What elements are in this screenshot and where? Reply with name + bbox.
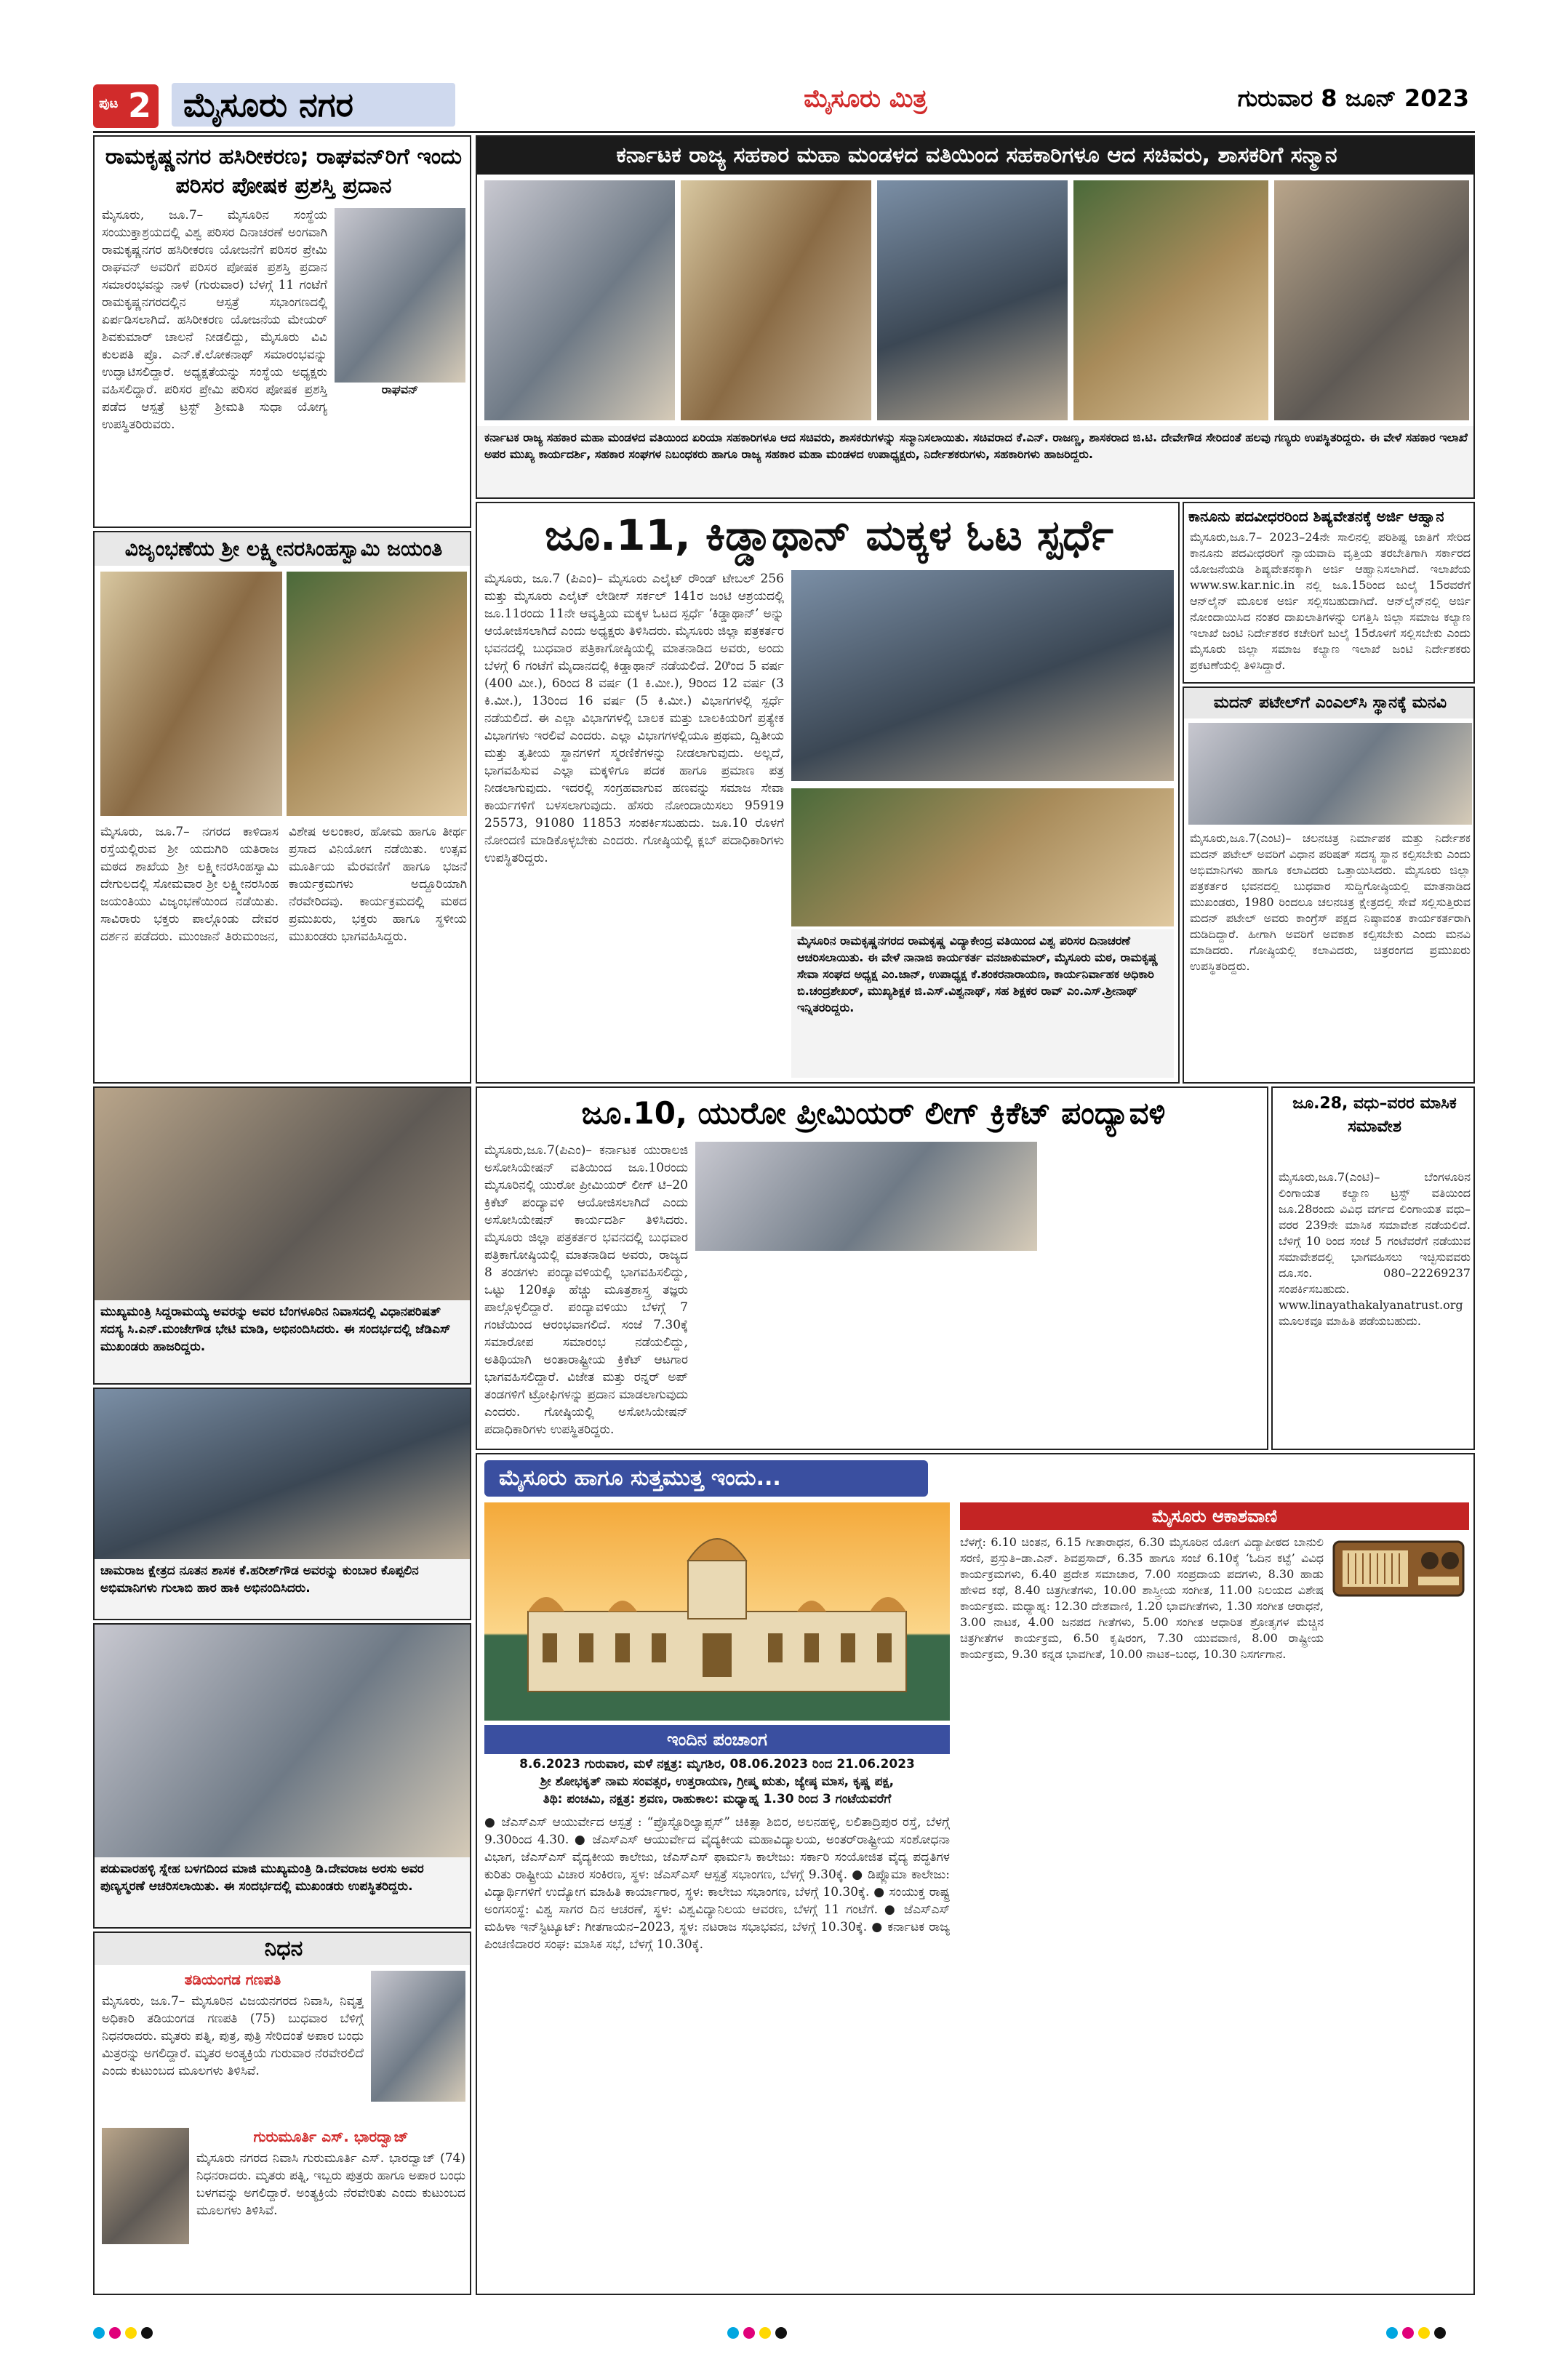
law-body: ಮೈಸೂರು,ಜೂ.7– 2023–24ನೇ ಸಾಲಿನಲ್ಲಿ ಪರಿಶಿಷ್ಟ ಜಾತಿಗೆ ಸೇರಿದ ಕಾನೂನು ಪದವೀಧರರಿಗೆ ನ್ಯಾಯವಾದಿ ವೃತ್ತಿಯ ತರಬೇತಿಗಾಗಿ ಸರ್ಕಾರದ ಯೋಜನೆಯಡಿ ಶಿಷ್ಯವೇತನಕ್ಕಾಗಿ ಅರ್ಜಿ ಆಹ್ವಾನಿಸಲಾಗಿದೆ. ಇಲಾಖೆಯ www.sw.kar.nic.in ನಲ್ಲಿ ಜೂ.15ರಿಂದ ಜುಲೈ 15ರವರೆಗೆ ಆನ್‌ಲೈನ್ ಮೂಲಕ ಅರ್ಜಿ ಸಲ್ಲಿಸಬಹುದಾಗಿದೆ. ಆನ್‌ಲೈನ್‌ನಲ್ಲಿ ಅರ್ಜಿ ನೋಂದಾಯಿಸಿದ ನಂತರ ದಾಖಲಾತಿಗಳನ್ನು ಲಗತ್ತಿಸಿ ಜಿಲ್ಲಾ ಸಮಾಜ ಕಲ್ಯಾಣ ಇಲಾಖೆ ಜಂಟಿ ನಿರ್ದೇಶಕರ ಕಚೇರಿಗೆ ಜುಲೈ 15ರೊಳಗೆ ಸಲ್ಲಿಸಬೇಕು ಎಂದು ಮೈಸೂರು ಜಿಲ್ಲಾ ಸಮಾಜ ಕಲ್ಯಾಣ ಇಲಾಖೆ ಜಂಟಿ ನಿರ್ದೇಶಕರು ಪ್ರಕಟಣೆಯಲ್ಲಿ ತಿಳಿಸಿದ್ದಾರೆ. [1190, 530, 1471, 672]
obituary-name-1: ತಡಿಯಂಗಡ ಗಣಪತಿ [184, 1971, 281, 1988]
samavesha-story [1271, 1086, 1475, 1450]
paper-name: ಮೈಸೂರು ಮಿತ್ರ [804, 84, 927, 113]
story-jayanthi [93, 531, 471, 1084]
cricket-headline: ಜೂ.10, ಯುರೋ ಪ್ರೀಮಿಯರ್ ಲೀಗ್ ಕ್ರಿಕೆಟ್ ಪಂದ್ಯಾವಳಿ [581, 1095, 1166, 1131]
lead-caption: ಕರ್ನಾಟಕ ರಾಜ್ಯ ಸಹಕಾರ ಮಹಾ ಮಂಡಳದ ವತಿಯಿಂದ ಏರಿಯಾ ಸಹಕಾರಿಗಳೂ ಆದ ಸಚಿವರು, ಶಾಸಕರುಗಳನ್ನು ಸನ್ಮಾನಿಸಲಾಯಿತು. ಸಚಿವರಾದ ಕೆ.ಎನ್. ರಾಜಣ್ಣ, ಶಾಸಕರಾದ ಜಿ.ಟಿ. ದೇವೇಗೌಡ ಸೇರಿದಂತೆ ಹಲವು ಗಣ್ಯರು ಉಪಸ್ಥಿತರಿದ್ದರು. ಈ ವೇಳೆ ಸಹಕಾರ ಇಲಾಖೆ ಅಪರ ಮುಖ್ಯ ಕಾರ್ಯದರ್ಶಿ, ಸಹಕಾರ ಸಂಘಗಳ ನಿಬಂಧಕರು ಹಾಗೂ ರಾಜ್ಯ ಸಹಕಾರ ಮಹಾ ಮಂಡಳದ ಉಪಾಧ್ಯಕ್ಷರು, ನಿರ್ದೇಶಕರುಗಳು, ಸಹಕಾರಿಗಳು ಹಾಜರಿದ್ದರು. [477, 426, 1475, 499]
mlc-headline: ಮದನ್ ಪಟೇಲ್‌ಗೆ ಎಂಎಲ್‌ಸಿ ಸ್ಥಾನಕ್ಕೆ ಮನವಿ [1184, 688, 1475, 718]
lead-headline: ಕರ್ನಾಟಕ ರಾಜ್ಯ ಸಹಕಾರ ಮಹಾ ಮಂಡಳದ ವತಿಯಿಂದ ಸಹಕಾರಿಗಳೂ ಆದ ಸಚಿವರು, ಶಾಸಕರಿಗೆ ಸನ್ಮಾನ [477, 137, 1475, 175]
photo-garland-block [93, 1388, 471, 1620]
section-title: ಮೈಸೂರು ನಗರ [172, 83, 455, 127]
kidathon-story [476, 502, 1180, 1084]
registration-marks-right [1386, 2327, 1532, 2342]
samavesha-body: ಮೈಸೂರು,ಜೂ.7(ಎಂಟಿ)– ಬೆಂಗಳೂರಿನ ಲಿಂಗಾಯತ ಕಲ್ಯಾಣ ಟ್ರಸ್ಟ್ ವತಿಯಿಂದ ಜೂ.28ರಂದು ವಿವಿಧ ವರ್ಗದ ಲಿಂಗಾಯತ ವಧು–ವರರ 239ನೇ ಮಾಸಿಕ ಸಮಾವೇಶ ನಡೆಯಲಿದೆ. ಬೆಳಿಗ್ಗೆ 10 ರಿಂದ ಸಂಜೆ 5 ಗಂಟೆವರೆಗೆ ನಡೆಯುವ ಸಮಾವೇಶದಲ್ಲಿ ಭಾಗವಹಿಸಲು ಇಚ್ಛಿಸುವವರು ದೂ.ಸಂ. 080–22269237 ಸಂಪರ್ಕಿಸಬಹುದು. www.linayathakalyanatrust.org ಮೂಲಕವೂ ಮಾಹಿತಿ ಪಡೆಯಬಹುದು. [1279, 1170, 1471, 1328]
story-award-headline: ರಾಮಕೃಷ್ಣನಗರ ಹಸಿರೀಕರಣ; ರಾಘವನ್‌ರಿಗೆ ಇಂದು ಪರಿಸರ ಪೋಷಕ ಪ್ರಶಸ್ತಿ ಪ್ರದಾನ [105, 144, 463, 199]
lead-photo-1 [484, 180, 675, 420]
radio-title: ಮೈಸೂರು ಆಕಾಶವಾಣಿ [960, 1502, 1469, 1530]
story-jayanthi-headline: ವಿಜೃಂಭಣೆಯ ಶ್ರೀ ಲಕ್ಷ್ಮೀನರಸಿಂಹಸ್ವಾಮಿ ಜಯಂತಿ [95, 532, 471, 566]
radio-icon [1331, 1534, 1466, 1600]
today-section [476, 1453, 1475, 2295]
plant-caption: ಮೈಸೂರಿನ ರಾಮಕೃಷ್ಣನಗರದ ರಾಮಕೃಷ್ಣ ವಿದ್ಯಾಕೇಂದ್ರ ವತಿಯಿಂದ ವಿಶ್ವ ಪರಿಸರ ದಿನಾಚರಣೆ ಆಚರಿಸಲಾಯಿತು. ಈ ವೇಳೆ ನಾನಾಜಿ ಕಾರ್ಯಕರ್ತ ವನಜಾಕುಮಾರ್, ಮೈಸೂರು ಮಠ, ರಾಮಕೃಷ್ಣ ಸೇವಾ ಸಂಘದ ಅಧ್ಯಕ್ಷ ಎಂ.ಜಾನ್, ಉಪಾಧ್ಯಕ್ಷ ಕೆ.ಶಂಕರನಾರಾಯಣ, ಕಾರ್ಯನಿರ್ವಾಹಕ ಅಧಿಕಾರಿ ಬಿ.ಚಂದ್ರಶೇಖರ್, ಮುಖ್ಯಶಿಕ್ಷಕ ಜಿ.ಎಸ್.ವಿಶ್ವನಾಥ್, ಸಹ ಶಿಕ್ಷಕರ ರಾವ್ ಎಂ.ಎಸ್.ಶ್ರೀನಾಥ್ ಇನ್ನಿತರರಿದ್ದರು. [791, 929, 1174, 1078]
cricket-body-right [1044, 1142, 1263, 1446]
photo-cm [95, 1088, 471, 1300]
obituary-text-2: ಮೈಸೂರು ನಗರದ ನಿವಾಸಿ ಗುರುಮೂರ್ತಿ ಎಸ್. ಭಾರದ್ವಾಜ್ (74) ನಿಧನರಾದರು. ಮೃತರು ಪತ್ನಿ, ಇಬ್ಬರು ಪುತ್ರರು ಹಾಗೂ ಅಪಾರ ಬಂಧು ಬಳಗವನ್ನು ಅಗಲಿದ್ದಾರೆ. ಅಂತ್ಯಕ್ರಿಯೆ ನೆರವೇರಿತು ಎಂದು ಕುಟುಂಬದ ಮೂಲಗಳು ತಿಳಿಸಿವೆ. [196, 2151, 465, 2218]
mlc-body: ಮೈಸೂರು,ಜೂ.7(ಎಂಟಿ)– ಚಲನಚಿತ್ರ ನಿರ್ಮಾಪಕ ಮತ್ತು ನಿರ್ದೇಶಕ ಮದನ್ ಪಟೇಲ್ ಅವರಿಗೆ ವಿಧಾನ ಪರಿಷತ್ ಸದಸ್ಯ ಸ್ಥಾನ ಕಲ್ಪಿಸಬೇಕು ಎಂದು ಅಭಿಮಾನಿಗಳು ಹಾಗೂ ಕಲಾವಿದರು ಒತ್ತಾಯಿಸಿದರು. ಮೈಸೂರು ಜಿಲ್ಲಾ ಪತ್ರಕರ್ತರ ಭವನದಲ್ಲಿ ಬುಧವಾರ ಸುದ್ದಿಗೋಷ್ಠಿಯಲ್ಲಿ ಮಾತನಾಡಿದ ಮುಖಂಡರು, 1980 ರಿಂದಲೂ ಚಲನಚಿತ್ರ ಕ್ಷೇತ್ರದಲ್ಲಿ ಸೇವೆ ಸಲ್ಲಿಸುತ್ತಿರುವ ಮದನ್ ಪಟೇಲ್ ಅವರು ಕಾಂಗ್ರೆಸ್ ಪಕ್ಷದ ನಿಷ್ಠಾವಂತ ಕಾರ್ಯಕರ್ತರಾಗಿ ದುಡಿದಿದ್ದಾರೆ. ಹೀಗಾಗಿ ಅವರಿಗೆ ಅವಕಾಶ ಕಲ್ಪಿಸಬೇಕು ಎಂದು ಮನವಿ ಮಾಡಿದರು. ಗೋಷ್ಠಿಯಲ್ಲಿ ಕಲಾವಿದರು, ಚಿತ್ರರಂಗದ ಪ್ರಮುಖರು ಉಪಸ್ಥಿತರಿದ್ದರು. [1190, 831, 1471, 973]
story-award-body-cont [335, 401, 465, 522]
obituary-name-2: ಗುರುಮೂರ್ತಿ ಎಸ್. ಭಾರದ್ವಾಜ್ [253, 2128, 409, 2145]
samavesha-headline: ಜೂ.28, ವಧು–ವರರ ಮಾಸಿಕ ಸಮಾವೇಶ [1292, 1094, 1457, 1136]
today-banner: ಮೈಸೂರು ಹಾಗೂ ಸುತ್ತಮುತ್ತ ಇಂದು... [484, 1460, 928, 1497]
story-jayanthi-body: ಮೈಸೂರು, ಜೂ.7– ನಗರದ ಕಾಳಿದಾಸ ರಸ್ತೆಯಲ್ಲಿರುವ ಶ್ರೀ ಯದುಗಿರಿ ಯತಿರಾಜ ಮಠದ ಶಾಖೆಯ ಶ್ರೀ ಲಕ್ಷ್ಮೀನರಸಿಂಹಸ್ವಾಮಿ ದೇಗುಲದಲ್ಲಿ ಸೋಮವಾರ ಶ್ರೀ ಲಕ್ಷ್ಮೀನರಸಿಂಹ ಜಯಂತಿಯು ವಿಜೃಂಭಣೆಯಿಂದ ನಡೆಯಿತು. ಸಾವಿರಾರು ಭಕ್ತರು ಪಾಲ್ಗೊಂಡು ದೇವರ ದರ್ಶನ ಪಡೆದರು. ಮುಂಜಾನೆ ತಿರುಮಂಜನ, ವಿಶೇಷ ಅಲಂಕಾರ, ಹೋಮ ಹಾಗೂ ತೀರ್ಥ ಪ್ರಸಾದ ವಿನಿಯೋಗ ನಡೆಯಿತು. ಉತ್ಸವ ಮೂರ್ತಿಯ ಮೆರವಣಿಗೆ ಹಾಗೂ ಭಜನೆ ಕಾರ್ಯಕ್ರಮಗಳು ಅದ್ದೂರಿಯಾಗಿ ನೆರವೇರಿದವು. ಕಾರ್ಯಕ್ರಮದಲ್ಲಿ ಮಠದ ಪ್ರಮುಖರು, ಭಕ್ತರು ಹಾಗೂ ಸ್ಥಳೀಯ ಮುಖಂಡರು ಭಾಗವಹಿಸಿದ್ದರು. [100, 825, 467, 944]
photo-cm-block [93, 1086, 471, 1385]
photo-cm-caption: ಮುಖ್ಯಮಂತ್ರಿ ಸಿದ್ದರಾಮಯ್ಯ ಅವರನ್ನು ಅವರ ಬೆಂಗಳೂರಿನ ನಿವಾಸದಲ್ಲಿ ವಿಧಾನಪರಿಷತ್ ಸದಸ್ಯ ಸಿ.ಎನ್.ಮಂಜೇಗೌಡ ಭೇಟಿ ಮಾಡಿ, ಅಭಿನಂದಿಸಿದರು. ಈ ಸಂದರ್ಭದಲ್ಲಿ ಜೆಡಿಎಸ್ ಮುಖಂಡರು ಹಾಜರಿದ್ದರು. [95, 1300, 471, 1385]
story-jayanthi-photo-deity [100, 572, 282, 816]
obituary-photo-1 [371, 1971, 465, 2102]
cricket-body-mid [695, 1257, 1037, 1446]
plant-photo [791, 788, 1174, 926]
lead-photo-2 [681, 180, 871, 420]
story-award [93, 135, 471, 528]
page-label: ಪುಟ [99, 96, 119, 111]
story-award-photo [335, 208, 465, 383]
lead-photo-3 [877, 180, 1068, 420]
panchanga-line-3: ತಿಥಿ: ಪಂಚಮಿ, ನಕ್ಷತ್ರ: ಶ್ರವಣ, ರಾಹುಕಾಲ: ಮಧ್ಯಾಹ್ನ 1.30 ರಿಂದ 3 ಗಂಟೆಯವರೆಗೆ [543, 1792, 892, 1806]
lead-photo-4 [1073, 180, 1268, 420]
kidathon-photo [791, 570, 1174, 781]
obituary-title: ನಿಧನ [95, 1933, 471, 1965]
photo-garland [95, 1389, 471, 1559]
masthead-rule [93, 131, 1475, 133]
photo-bday-block [93, 1623, 471, 1929]
photo-garland-caption: ಚಾಮರಾಜ ಕ್ಷೇತ್ರದ ನೂತನ ಶಾಸಕ ಕೆ.ಹರೀಶ್‌ಗೌಡ ಅವರನ್ನು ಕುಂಬಾರ ಕೊಪ್ಪಲಿನ ಅಭಿಮಾನಿಗಳು ಗುಲಾಬಿ ಹಾರ ಹಾಕಿ ಅಭಿನಂದಿಸಿದರು. [95, 1559, 471, 1620]
photo-bday-caption: ಪಡುವಾರಹಳ್ಳಿ ಸ್ನೇಹ ಬಳಗದಿಂದ ಮಾಜಿ ಮುಖ್ಯಮಂತ್ರಿ ಡಿ.ದೇವರಾಜ ಅರಸು ಅವರ ಪುಣ್ಯಸ್ಮರಣೆ ಆಚರಿಸಲಾಯಿತು. ಈ ಸಂದರ್ಭದಲ್ಲಿ ಮುಖಂಡರು ಉಪಸ್ಥಿತರಿದ್ದರು. [95, 1857, 471, 1929]
panchanga-line-1: 8.6.2023 ಗುರುವಾರ, ಮಳೆ ನಕ್ಷತ್ರ: ಮೃಗಶಿರ, 08.06.2023 ರಿಂದ 21.06.2023 [519, 1757, 915, 1772]
cricket-story [476, 1086, 1268, 1450]
story-award-photo-label: ರಾಘವನ್ [381, 383, 419, 396]
events-list: ● ಜೆಎಸ್‌ಎಸ್ ಆಯುರ್ವೇದ ಆಸ್ಪತ್ರೆ : “ಪ್ರೊಸ್ಟೊರಿಲ್ಯಾಪ್ಸಸ್” ಚಿಕಿತ್ಸಾ ಶಿಬಿರ, ಅಲನಹಳ್ಳಿ, ಲಲಿತಾದ್ರಿಪುರ ರಸ್ತೆ, ಬೆಳಗ್ಗೆ 9.30ರಿಂದ 4.30. ● ಜೆಎಸ್‌ಎಸ್ ಆಯುರ್ವೇದ ವೈದ್ಯಕೀಯ ಮಹಾವಿದ್ಯಾಲಯ, ಅಂತರ್‌ರಾಷ್ಟ್ರೀಯ ಸಂಶೋಧನಾ ವಿಭಾಗ, ಜೆಎಸ್‌ಎಸ್ ವೈದ್ಯಕೀಯ ಕಾಲೇಜು, ಜೆಎಸ್‌ಎಸ್ ಫಾರ್ಮಸಿ ಕಾಲೇಜು: ಸರ್ಕಾರಿ ಸಂಯೋಜಿತ ವೈದ್ಯ ಪದ್ಧತಿಗಳ ಕುರಿತು ರಾಷ್ಟ್ರೀಯ ವಿಚಾರ ಸಂಕಿರಣ, ಸ್ಥಳ: ಜೆಎಸ್‌ಎಸ್ ಆಸ್ಪತ್ರೆ ಸಭಾಂಗಣ, ಬೆಳಗ್ಗೆ 9.30ಕ್ಕೆ. ● ಡಿಪ್ಲೊಮಾ ಕಾಲೇಜು: ವಿದ್ಯಾರ್ಥಿಗಳಿಗೆ ಉದ್ಯೋಗ ಮಾಹಿತಿ ಕಾರ್ಯಾಗಾರ, ಸ್ಥಳ: ಕಾಲೇಜು ಸಭಾಂಗಣ, ಬೆಳಗ್ಗೆ 10.30ಕ್ಕೆ. ● ಸಂಯುಕ್ತ ರಾಷ್ಟ್ರ ಅಂಗಸಂಸ್ಥೆ: ವಿಶ್ವ ಸಾಗರ ದಿನ ಆಚರಣೆ, ಸ್ಥಳ: ವಿಶ್ವವಿದ್ಯಾನಿಲಯ ಆವರಣ, ಬೆಳಗ್ಗೆ 11 ಗಂಟೆಗೆ. ● ಜೆಎಸ್‌ಎಸ್ ಮಹಿಳಾ ಇನ್‌ಸ್ಟಿಟ್ಯೂಟ್: ಗೀತಗಾಯನ–2023, ಸ್ಥಳ: ನಟರಾಜ ಸಭಾಭವನ, ಬೆಳಗ್ಗೆ 10.30ಕ್ಕೆ. ● ಕರ್ನಾಟಕ ರಾಜ್ಯ ಪಿಂಚಣಿದಾರರ ಸಂಘ: ಮಾಸಿಕ ಸಭೆ, ಬೆಳಗ್ಗೆ 10.30ಕ್ಕೆ. [484, 1815, 950, 1952]
law-headline: ಕಾನೂನು ಪದವೀಧರರಿಂದ ಶಿಷ್ಯವೇತನಕ್ಕೆ ಅರ್ಜಿ ಆಹ್ವಾನ [1188, 508, 1444, 525]
palace-icon [484, 1502, 950, 1721]
obituary-text-1: ಮೈಸೂರು, ಜೂ.7– ಮೈಸೂರಿನ ವಿಜಯನಗರದ ನಿವಾಸಿ, ನಿವೃತ್ತ ಅಧಿಕಾರಿ ತಡಿಯಂಗಡ ಗಣಪತಿ (75) ಬುಧವಾರ ಬೆಳಿಗ್ಗೆ ನಿಧನರಾದರು. ಮೃತರು ಪತ್ನಿ, ಪುತ್ರ, ಪುತ್ರಿ ಸೇರಿದಂತೆ ಅಪಾರ ಬಂಧು ಮಿತ್ರರನ್ನು ಅಗಲಿದ್ದಾರೆ. ಮೃತರ ಅಂತ್ಯಕ್ರಿಯೆ ಗುರುವಾರ ನೆರವೇರಲಿದೆ ಎಂದು ಕುಟುಂಬದ ಮೂಲಗಳು ತಿಳಿಸಿವೆ. [102, 1994, 364, 2078]
kidathon-body: ಮೈಸೂರು, ಜೂ.7 (ಪಿಎಂ)– ಮೈಸೂರು ಎಲೈಟ್ ರೌಂಡ್ ಟೇಬಲ್ 256 ಮತ್ತು ಮೈಸೂರು ಎಲೈಟ್ ಲೇಡೀಸ್ ಸರ್ಕಲ್ 141ರ ಜಂಟಿ ಆಶ್ರಯದಲ್ಲಿ ಜೂ.11ರಂದು 11ನೇ ಆವೃತ್ತಿಯ ಮಕ್ಕಳ ಓಟದ ಸ್ಪರ್ಧೆ ‘ಕಿಡ್ಡಾಥಾನ್’ ಅನ್ನು ಆಯೋಜಿಸಲಾಗಿದೆ ಎಂದು ಅಧ್ಯಕ್ಷರು ತಿಳಿಸಿದರು. ಮೈಸೂರು ಜಿಲ್ಲಾ ಪತ್ರಕರ್ತರ ಭವನದಲ್ಲಿ ಬುಧವಾರ ಪತ್ರಿಕಾಗೋಷ್ಠಿಯಲ್ಲಿ ಮಾತನಾಡಿದ ಅವರು, ಅಂದು ಬೆಳಗ್ಗೆ 6 ಗಂಟೆಗೆ ಮೈದಾನದಲ್ಲಿ ಕಿಡ್ಡಾಥಾನ್ ನಡೆಯಲಿದೆ. 20ಿಂದ 5 ವರ್ಷ (400 ಮೀ.), 6ರಿಂದ 8 ವರ್ಷ (1 ಕಿ.ಮೀ.), 9ರಿಂದ 12 ವರ್ಷ (3 ಕಿ.ಮೀ.), 13ರಿಂದ 16 ವರ್ಷ (5 ಕಿ.ಮೀ.) ವಿಭಾಗಗಳಲ್ಲಿ ಸ್ಪರ್ಧೆ ನಡೆಯಲಿದೆ. ಈ ಎಲ್ಲಾ ವಿಭಾಗಗಳಲ್ಲಿ ಬಾಲಕ ಮತ್ತು ಬಾಲಕಿಯರಿಗೆ ಪ್ರತ್ಯೇಕ ವಿಭಾಗಗಳು ಇರಲಿವೆ ಎಂದರು. ಎಲ್ಲಾ ವಿಭಾಗಗಳಲ್ಲಿಯೂ ಪ್ರಥಮ, ದ್ವಿತೀಯ ಮತ್ತು ತೃತೀಯ ಸ್ಥಾನಗಳಿಗೆ ಸ್ಮರಣಿಕೆಗಳನ್ನು ನೀಡಲಾಗುವುದು. ಅಲ್ಲದೆ, ಭಾಗವಹಿಸುವ ಎಲ್ಲಾ ಮಕ್ಕಳಿಗೂ ಪದಕ ಹಾಗೂ ಪ್ರಮಾಣ ಪತ್ರ ನೀಡಲಾಗುವುದು. ಇದರಲ್ಲಿ ಸಂಗ್ರಹವಾಗುವ ಹಣವನ್ನು ಸಮಾಜ ಸೇವಾ ಕಾರ್ಯಗಳಿಗೆ ಬಳಸಲಾಗುವುದು. ಹೆಸರು ನೋಂದಾಯಿಸಲು 95919 25573, 91080 11853 ಸಂಪರ್ಕಿಸಬಹುದು. ಜೂ.10 ರೊಳಗೆ ನೋಂದಣಿ ಮಾಡಿಕೊಳ್ಳಬೇಕು ಎಂದರು. ಗೋಷ್ಠಿಯಲ್ಲಿ ಕ್ಲಬ್ ಪದಾಧಿಕಾರಿಗಳು ಉಪಸ್ಥಿತರಿದ್ದರು. [484, 572, 784, 865]
cricket-body: ಮೈಸೂರು,ಜೂ.7(ಪಿಎಂ)– ಕರ್ನಾಟಕ ಯುರಾಲಜಿ ಅಸೋಸಿಯೇಷನ್ ವತಿಯಿಂದ ಜೂ.10ರಂದು ಮೈಸೂರಿನಲ್ಲಿ ಯುರೋ ಪ್ರೀಮಿಯರ್ ಲೀಗ್ ಟಿ–20 ಕ್ರಿಕೆಟ್ ಪಂದ್ಯಾವಳಿ ಆಯೋಜಿಸಲಾಗಿದೆ ಎಂದು ಅಸೋಸಿಯೇಷನ್ ಕಾರ್ಯದರ್ಶಿ ತಿಳಿಸಿದರು. ಮೈಸೂರು ಜಿಲ್ಲಾ ಪತ್ರಕರ್ತರ ಭವನದಲ್ಲಿ ಬುಧವಾರ ಪತ್ರಿಕಾಗೋಷ್ಠಿಯಲ್ಲಿ ಮಾತನಾಡಿದ ಅವರು, ರಾಜ್ಯದ 8 ತಂಡಗಳು ಪಂದ್ಯಾವಳಿಯಲ್ಲಿ ಭಾಗವಹಿಸಲಿದ್ದು, ಒಟ್ಟು 120ಕ್ಕೂ ಹೆಚ್ಚು ಮೂತ್ರಶಾಸ್ತ್ರ ತಜ್ಞರು ಪಾಲ್ಗೊಳ್ಳಲಿದ್ದಾರೆ. ಪಂದ್ಯಾವಳಿಯು ಬೆಳಗ್ಗೆ 7 ಗಂಟೆಯಿಂದ ಆರಂಭವಾಗಲಿದೆ. ಸಂಜೆ 7.30ಕ್ಕೆ ಸಮಾರೋಪ ಸಮಾರಂಭ ನಡೆಯಲಿದ್ದು, ಅತಿಥಿಯಾಗಿ ಅಂತಾರಾಷ್ಟ್ರೀಯ ಕ್ರಿಕೆಟ್ ಆಟಗಾರ ಭಾಗವಹಿಸಲಿದ್ದಾರೆ. ವಿಜೇತ ಮತ್ತು ರನ್ನರ್ ಅಪ್ ತಂಡಗಳಿಗೆ ಟ್ರೋಫಿಗಳನ್ನು ಪ್ರದಾನ ಮಾಡಲಾಗುವುದು ಎಂದರು. ಗೋಷ್ಠಿಯಲ್ಲಿ ಅಸೋಸಿಯೇಷನ್ ಪದಾಧಿಕಾರಿಗಳು ಉಪಸ್ಥಿತರಿದ್ದರು. [484, 1143, 688, 1437]
panchanga-title: ಇಂದಿನ ಪಂಚಾಂಗ [484, 1725, 950, 1754]
story-award-body: ಮೈಸೂರು, ಜೂ.7– ಮೈಸೂರಿನ ಸಂಸ್ಥೆಯ ಸಂಯುಕ್ತಾಶ್ರಯದಲ್ಲಿ ವಿಶ್ವ ಪರಿಸರ ದಿನಾಚರಣೆ ಅಂಗವಾಗಿ ರಾಮಕೃಷ್ಣನಗರ ಹಸಿರೀಕರಣ ಯೋಜನೆಗೆ ಪರಿಸರ ಪ್ರೇಮಿ ರಾಘವನ್ ಅವರಿಗೆ ಪರಿಸರ ಪೋಷಕ ಪ್ರಶಸ್ತಿ ಪ್ರದಾನ ಸಮಾರಂಭವನ್ನು ನಾಳೆ (ಗುರುವಾರ) ಬೆಳಗ್ಗೆ 11 ಗಂಟೆಗೆ ರಾಮಕೃಷ್ಣನಗರದಲ್ಲಿನ ಆಸ್ಪತ್ರೆ ಸಭಾಂಗಣದಲ್ಲಿ ಏರ್ಪಡಿಸಲಾಗಿದೆ. ಹಸಿರೀಕರಣ ಯೋಜನೆಯ ಮೇಯರ್ ಶಿವಕುಮಾರ್ ಚಾಲನೆ ನೀಡಲಿದ್ದು, ಮೈಸೂರು ವಿವಿ ಕುಲಪತಿ ಪ್ರೊ. ಎನ್.ಕೆ.ಲೋಕನಾಥ್ ಸಮಾರಂಭವನ್ನು ಉದ್ಘಾಟಿಸಲಿದ್ದಾರೆ. ಅಧ್ಯಕ್ಷತೆಯನ್ನು ಸಂಸ್ಥೆಯ ಅಧ್ಯಕ್ಷರು ವಹಿಸಲಿದ್ದಾರೆ. ಪರಿಸರ ಪ್ರೇಮಿ ಪರಿಸರ ಪೋಷಕ ಪ್ರಶಸ್ತಿ ಪಡೆದ ಆಸ್ಪತ್ರೆ ಟ್ರಸ್ಟ್ ಶ್ರೀಮತಿ ಸುಧಾ ಯೋಗ್ಯ ಉಪಸ್ಥಿತರಿರುವರು. [102, 208, 327, 432]
photo-bday [95, 1625, 471, 1857]
story-jayanthi-photo-devotees [287, 572, 467, 816]
kidathon-headline: ಜೂ.11, ಕಿಡ್ಡಾಥಾನ್ ಮಕ್ಕಳ ಓಟ ಸ್ಪರ್ಧೆ [545, 511, 1113, 560]
page-number: 2 [128, 86, 152, 125]
radio-schedule: ಬೆಳಗ್ಗೆ: 6.10 ಚಿಂತನ, 6.15 ಗೀತಾರಾಧನ, 6.30 ಮೈಸೂರಿನ ಯೋಗ ವಿದ್ಯಾಪೀಠದ ಬಾನುಲಿ ಸರಣಿ, ಪ್ರಸ್ತುತಿ–ಡಾ.ಎನ್. ಶಿವಪ್ರಸಾದ್, 6.35 ಹಾಗೂ ಸಂಜೆ 6.10ಕ್ಕೆ ‘ಓದಿನ ಕಟ್ಟೆ’ ವಿವಿಧ ಕಾರ್ಯಕ್ರಮಗಳು, 6.40 ಪ್ರದೇಶ ಸಮಾಚಾರ, 7.00 ಸಂಪ್ರದಾಯ ಪದಗಳು, 8.30 ಹಾಡು ಹೇಳಿದ ಕಥೆ, 8.40 ಚಿತ್ರಗೀತೆಗಳು, 10.00 ಶಾಸ್ತ್ರೀಯ ಸಂಗೀತ, 11.00 ನಿಲಯದ ವಿಶೇಷ ಕಾರ್ಯಕ್ರಮ. ಮಧ್ಯಾಹ್ನ: 12.30 ದೇಶವಾಣಿ, 1.20 ಭಾವಗೀತೆಗಳು, 1.30 ಸಂಗೀತ ಆರಾಧನೆ, 3.00 ನಾಟಕ, 4.00 ಜನಪದ ಗೀತೆಗಳು, 5.00 ಸಂಗೀತ ಆಧಾರಿತ ಶ್ರೋತೃಗಳ ಮೆಚ್ಚಿನ ಚಿತ್ರಗೀತೆಗಳ ಕಾರ್ಯಕ್ರಮ, 6.50 ಕೃಷಿರಂಗ, 7.30 ಯುವವಾಣಿ, 8.00 ರಾಷ್ಟ್ರೀಯ ಕಾರ್ಯಕ್ರಮ, 9.30 ಕನ್ನಡ ಭಾವಗೀತೆ, 10.00 ನಾಟಕ–ಬಂಧ, 10.30 ನಿಸರ್ಗಗಾನ. [960, 1535, 1324, 1661]
obituary [93, 1931, 471, 2295]
issue-date: ಗುರುವಾರ 8 ಜೂನ್ 2023 [1237, 84, 1469, 112]
lead-story [476, 135, 1475, 499]
panchanga-line-2: ಶ್ರೀ ಶೋಭಕೃತ್ ನಾಮ ಸಂವತ್ಸರ, ಉತ್ತರಾಯಣ, ಗ್ರೀಷ್ಮ ಋತು, ಜ್ಯೇಷ್ಠ ಮಾಸ, ಕೃಷ್ಣ ಪಕ್ಷ, [540, 1774, 895, 1789]
law-story [1183, 502, 1475, 684]
mlc-story [1183, 686, 1475, 1084]
radio-schedule-cont [960, 1713, 1469, 2289]
registration-marks-left [93, 2327, 239, 2342]
palace-illustration [484, 1502, 950, 1721]
registration-marks-center [727, 2327, 873, 2342]
obituary-photo-2 [102, 2128, 189, 2244]
mlc-photo [1188, 723, 1472, 825]
page-number-box [93, 84, 159, 128]
cricket-photo [695, 1142, 1037, 1251]
lead-photo-5 [1274, 180, 1469, 420]
